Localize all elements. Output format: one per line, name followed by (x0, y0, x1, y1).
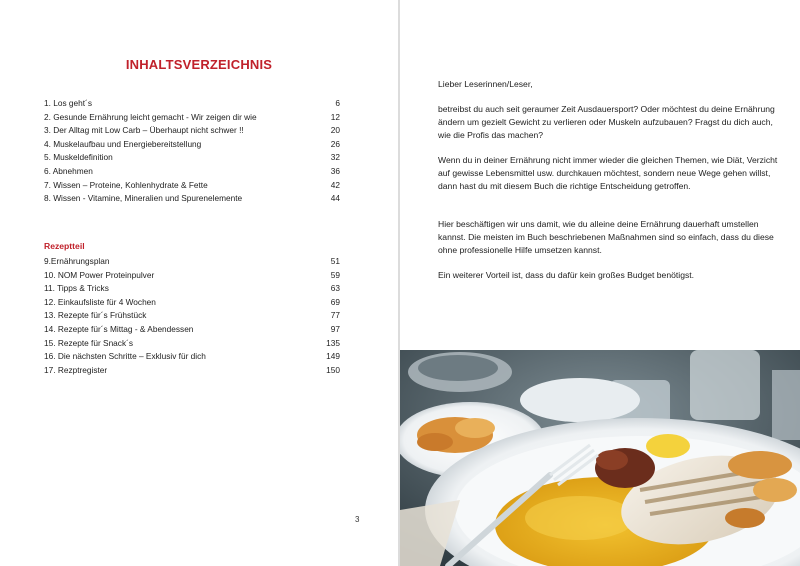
potato-shape (417, 433, 453, 451)
toc-entry-label: 6. Abnehmen (44, 165, 93, 176)
toc-entry (44, 309, 340, 323)
toc-entry (44, 179, 340, 193)
toc-title: INHALTSVERZEICHNIS (125, 57, 273, 72)
food-photo (400, 350, 800, 566)
toc-entry-page: 59 (330, 269, 340, 280)
toc-entry (44, 269, 340, 283)
glass-shape (690, 350, 760, 420)
toc-entry-label: 14. Rezepte für´s Mittag - & Abendessen (44, 323, 194, 334)
toc-entry-label: 17. Rezptregister (44, 364, 108, 375)
letter-paragraph: Hier beschäftigen wir uns damit, wie du alleine deine Ernährung dauerhaft umstellen kannst. Die meisten im Buch beschriebenen Maßnahmen sind so einfach, dass du diese ohne professionelle Hilfe umsetzen kannst. (438, 219, 774, 255)
letter-text (438, 78, 778, 294)
toc-entry-page: 42 (330, 179, 340, 190)
recipe-toc-list (44, 255, 340, 377)
toc-entry-label: 16. Die nächsten Schritte – Exklusiv für dich (44, 351, 206, 362)
toc-entry (44, 337, 340, 351)
rice-highlight (525, 496, 635, 540)
toc-entry (44, 138, 340, 152)
toc-entry-label: 7. Wissen – Proteine, Kohlenhydrate & Fette (44, 179, 208, 190)
letter-greeting: Lieber Leserinnen/Leser, (438, 79, 533, 89)
toc-entry-label: 12. Einkaufsliste für 4 Wochen (44, 296, 156, 307)
toc-entry (44, 124, 340, 138)
small-plate-shape (520, 378, 640, 422)
toc-entry (44, 165, 340, 179)
toc-entry-page: 20 (330, 125, 340, 136)
toc-entry-page: 44 (330, 193, 340, 204)
page-number: 3 (355, 515, 360, 524)
toc-entry-label: 15. Rezepte für Snack´s (44, 337, 134, 348)
letter-paragraph: Wenn du in deiner Ernährung nicht immer wieder die gleichen Themen, wie Diät, Verzicht auf gewisse Lebensmittel usw. durchkauen möchtest, sondern neue Wege gehen willst, dann hast du mit diesem Buch die richtige Entscheidung getroffen. (438, 154, 778, 191)
toc-entry-page: 149 (326, 351, 340, 362)
toc-entry-label: 3. Der Alltag mit Low Carb – Überhaupt nicht schwer !! (44, 125, 244, 136)
toc-entry (44, 364, 340, 378)
toc-entry (44, 255, 340, 269)
toc-list (44, 97, 340, 206)
potato-shape (728, 451, 792, 479)
toc-entry-page: 97 (330, 323, 340, 334)
right-page (400, 0, 800, 566)
toc-entry-label: 10. NOM Power Proteinpulver (44, 269, 155, 280)
toc-entry (44, 111, 340, 125)
squid-tentacles-shape (596, 450, 628, 470)
toc-entry (44, 151, 340, 165)
toc-entry-page: 6 (335, 98, 340, 108)
toc-entry (44, 296, 340, 310)
toc-entry-label: 8. Wissen - Vitamine, Mineralien und Spurenelemente (44, 193, 243, 204)
toc-entry (44, 350, 340, 364)
toc-entry-page: 12 (330, 111, 340, 122)
toc-entry-page: 150 (326, 364, 340, 375)
bowl-shape (418, 355, 498, 381)
toc-entry-label: 1. Los geht´s (44, 98, 92, 108)
letter-paragraph: Ein weiterer Vorteil ist, dass du dafür kein großes Budget benötigst. (438, 270, 695, 281)
potato-shape (455, 418, 495, 438)
toc-entry-page: 32 (330, 152, 340, 163)
toc-entry-label: 11. Tipps & Tricks (44, 283, 109, 294)
potato-shape (725, 508, 765, 528)
toc-entry-label: 5. Muskeldefinition (44, 152, 113, 163)
left-page (0, 0, 398, 566)
toc-entry-page: 69 (330, 296, 340, 307)
toc-entry (44, 97, 340, 111)
toc-entry (44, 192, 340, 206)
toc-entry-page: 36 (330, 165, 340, 176)
toc-entry-label: 13. Rezepte für´s Frühstück (44, 310, 147, 321)
bottle-shape (772, 370, 800, 440)
toc-entry-label: 4. Muskelaufbau und Energiebereitstellung (44, 138, 202, 149)
recipe-section-title: Rezeptteil (44, 241, 85, 251)
letter-paragraph: betreibst du auch seit geraumer Zeit Ausdauersport? Oder möchtest du deine Ernährung ändern um gezielt Gewicht zu verlieren oder Muskeln aufzubauen? Fragst du dich auch, wie die Profis das machen? (438, 104, 775, 140)
toc-entry-page: 51 (330, 256, 340, 266)
toc-entry-page: 63 (330, 283, 340, 294)
potato-shape (753, 478, 797, 502)
lemon-shape (646, 434, 690, 458)
toc-entry-label: 2. Gesunde Ernährung leicht gemacht - Wir zeigen dir wie (44, 111, 257, 122)
toc-entry-page: 77 (330, 310, 340, 321)
toc-entry-page: 26 (330, 138, 340, 149)
toc-entry (44, 282, 340, 296)
toc-entry-label: 9.Ernährungsplan (44, 256, 110, 266)
toc-entry (44, 323, 340, 337)
toc-entry-page: 135 (326, 337, 340, 348)
